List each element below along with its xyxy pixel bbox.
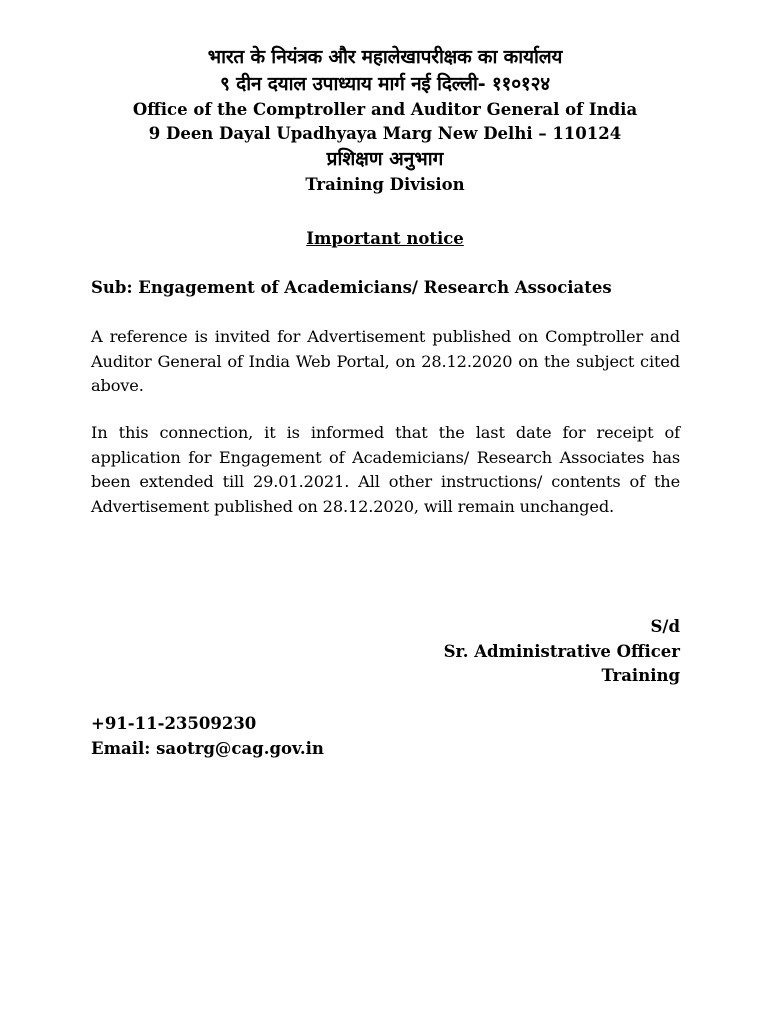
contact-email: Email: saotrg@cag.gov.in bbox=[91, 738, 324, 758]
office-name: Office of the Comptroller and Auditor General of India bbox=[132, 100, 638, 119]
letterhead bbox=[0, 44, 770, 197]
contact-phone: +91-11-23509230 bbox=[91, 714, 257, 733]
notice-subject: Sub: Engagement of Academicians/ Research Associates bbox=[91, 278, 612, 297]
notice-title: Important notice bbox=[306, 229, 464, 248]
office-address: 9 Deen Dayal Upadhyaya Marg New Delhi – 110124 bbox=[148, 124, 622, 143]
signature-sd: S/d bbox=[650, 617, 680, 636]
hindi-office-address: ९ दीन दयाल उपाध्याय मार्ग नई दिल्ली- ११०१२४ bbox=[220, 73, 550, 95]
contact-block bbox=[91, 712, 324, 761]
division-name: Training Division bbox=[305, 175, 465, 194]
hindi-office-name: भारत के नियंत्रक और महालेखापरीक्षक का कार्यालय bbox=[207, 46, 563, 68]
signatory-designation: Sr. Administrative Officer bbox=[443, 641, 680, 661]
signatory-section: Training bbox=[601, 666, 680, 685]
notice-paragraph-2: In this connection, it is informed that the last date for receipt of application for Engagement of Academicians/ Research Associates has been extended till 29.01.2021. All other instructions/ contents of the Advertisement published on 28.12.2020, will remain unchanged. bbox=[91, 423, 680, 516]
signature-block bbox=[444, 615, 680, 689]
hindi-division-name: प्रशिक्षण अनुभाग bbox=[326, 148, 444, 170]
notice-paragraph-1: A reference is invited for Advertisement published on Comptroller and Auditor General of India Web Portal, on 28.12.2020 on the subject cited above. bbox=[91, 327, 680, 395]
